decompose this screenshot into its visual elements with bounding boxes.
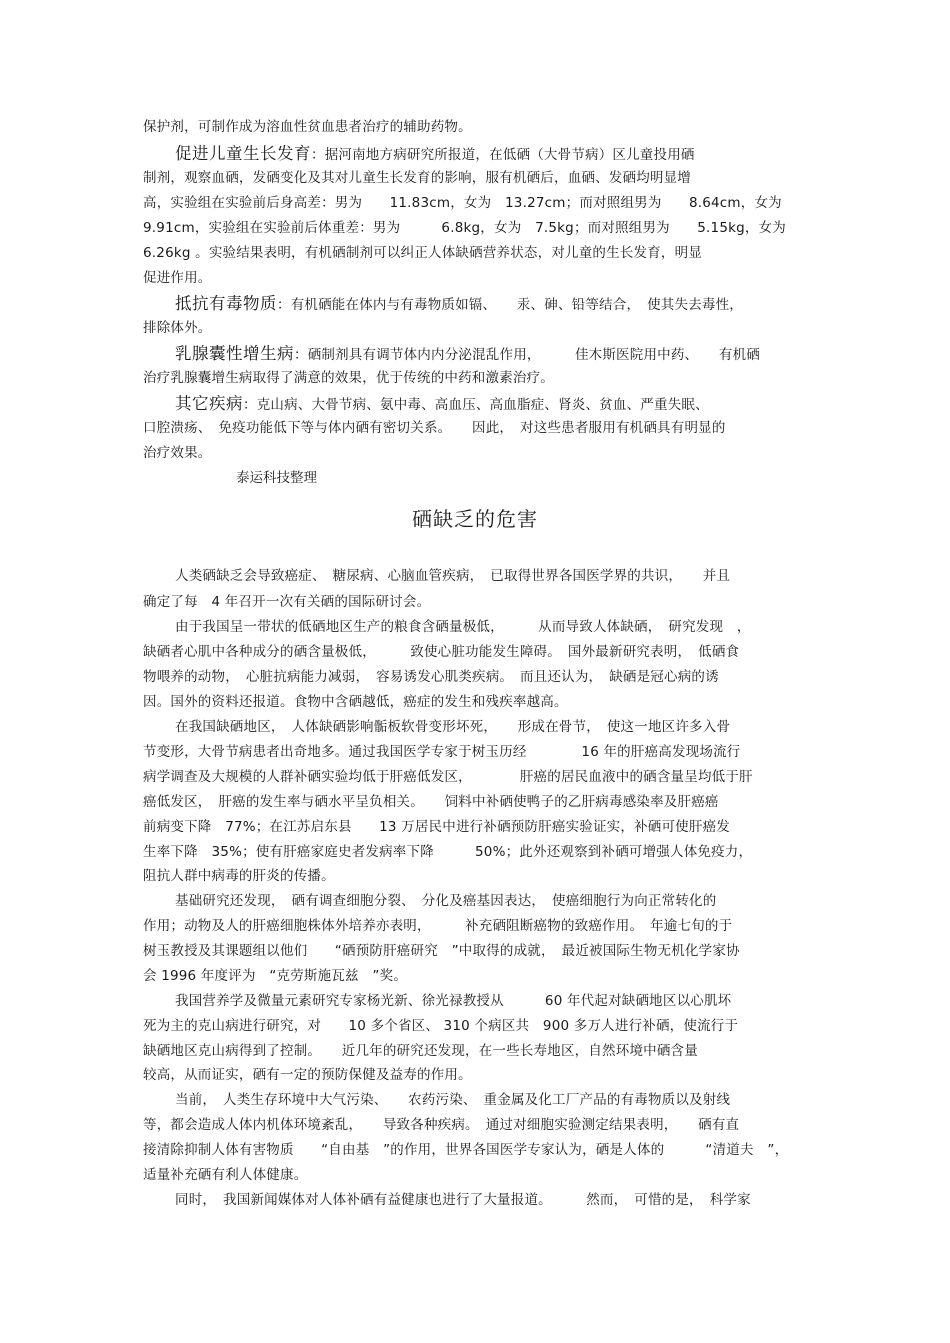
- paragraph-growth-first-line: [175, 144, 805, 165]
- text-line: 物喂养的动物， 心脏抗病能力减弱， 容易诱发心肌类疾病。 而且还认为， 缺硒是冠心病的诱: [143, 669, 719, 685]
- text-line: 同时， 我国新闻媒体对人体补硒有益健康也进行了大量报道。 然而， 可惜的是， 科学家: [175, 1192, 751, 1208]
- text-line: 排除体外。: [143, 320, 212, 336]
- text-line: 癌低发区， 肝癌的发生率与硒水平呈负相关。 饲料中补硒使鸭子的乙肝病毒感染率及肝癌癌: [143, 794, 719, 810]
- heading-growth: 促进儿童生长发育: [175, 144, 311, 163]
- text-line: 口腔溃疡、 免疫功能低下等与体内硒有密切关系。 因此， 对这些患者服用有机硒具有明显的: [143, 420, 726, 436]
- text-line: 会 1996 年度评为 “克劳斯施瓦兹 ”奖。: [143, 968, 408, 984]
- text-line: 由于我国呈一带状的低硒地区生产的粮食含硒量极低， 从而导致人体缺硒， 研究发现 ，: [175, 619, 751, 635]
- text-line: 节变形，大骨节病患者出奇地多。通过我国医学专家于树玉历经 16 年的肝癌高发现场流行: [143, 744, 741, 760]
- text-line: 病学调查及大规模的人群补硒实验均低于肝癌低发区， 肝癌的居民血液中的硒含量呈均低于肝: [143, 769, 753, 785]
- text-line: 缺硒者心肌中各种成分的硒含量极低， 致使心脏功能发生障碍。 国外最新研究表明， 低硒食: [143, 644, 740, 660]
- text-line: 确定了每 4 年召开一次有关硒的国际研讨会。: [143, 594, 431, 610]
- paragraph-breast-first-line: [175, 344, 805, 365]
- heading-breast: 乳腺囊性增生病: [175, 344, 294, 363]
- text-line: 我国营养学及微量元素研究专家杨光新、徐光禄教授从 60 年代起对缺硒地区以心肌坏: [175, 993, 732, 1009]
- text-line: 死为主的克山病进行研究，对 10 多个省区、 310 个病区共 900 多万人进行补硒，使流行于: [143, 1018, 739, 1034]
- heading-toxic: 抵抗有毒物质: [175, 294, 277, 313]
- text-line: ：克山病、大骨节病、氨中毒、高血压、高血脂症、肾炎、贫血、严重失眠、: [243, 397, 709, 413]
- text-line: 等，都会造成人体内机体环境紊乱， 导致各种疾病。 通过对细胞实验测定结果表明， 硒有直: [143, 1117, 740, 1133]
- text-line: 制剂，观察血硒，发硒变化及其对儿童生长发育的影响，服有机硒后，血硒、发硒均明显增: [143, 170, 691, 186]
- text-line: 当前， 人类生存环境中大气污染、 农药污染、 重金属及化工厂产品的有毒物质以及射线: [175, 1092, 731, 1108]
- text-line: 保护剂，可制作成为溶血性贫血患者治疗的辅助药物。: [143, 119, 472, 135]
- paragraph-toxic-first-line: [175, 294, 805, 315]
- article-title: 硒缺乏的危害: [412, 507, 538, 531]
- text-line: ：据河南地方病研究所报道，在低硒（大骨节病）区儿童投用硒: [311, 147, 695, 163]
- text-line: 基础研究还发现， 硒有调查细胞分裂、 分化及癌基因表达， 使癌细胞行为向正常转化的: [175, 893, 717, 909]
- text-line: 促进作用。: [143, 270, 212, 286]
- text-line: ：有机硒能在体内与有毒物质如镉、 汞、砷、铅等结合， 使其失去毒性，: [277, 297, 743, 313]
- text-line: 治疗效果。: [143, 445, 212, 461]
- text-line: 因。国外的资料还报道。食物中含硒越低，癌症的发生和残疾率越高。: [143, 694, 568, 710]
- paragraph-other-first-line: [175, 394, 805, 415]
- text-line: 人类硒缺乏会导致癌症、 糖尿病、心脑血管疾病， 已取得世界各国医学界的共识， 并且: [175, 568, 731, 584]
- signature: 泰运科技整理: [236, 470, 317, 486]
- text-line: 治疗乳腺囊增生病取得了满意的效果，优于传统的中药和激素治疗。: [143, 370, 554, 386]
- text-line: 生率下降 35%；使有肝癌家庭史者发病率下降 50%；此外还观察到补硒可增强人体免疫力，: [143, 844, 753, 860]
- text-line: 高，实验组在实验前后身高差：男为 11.83cm，女为 13.27cm；而对照组男为 8.64cm，女为: [143, 195, 782, 211]
- text-line: 树玉教授及其课题组以他们 “硒预防肝癌研究 ”中取得的成就， 最近被国际生物无机化学家协: [143, 943, 740, 959]
- text-line: 较高，从而证实，硒有一定的预防保健及益寿的作用。: [143, 1067, 472, 1083]
- text-line: 前病变下降 77%；在江苏启东县 13 万居民中进行补硒预防肝癌实验证实，补硒可使肝癌发: [143, 819, 730, 835]
- text-line: 阻抗人群中病毒的肝炎的传播。: [143, 868, 335, 884]
- text-line: ：硒制剂具有调节体内内分泌混乱作用， 佳木斯医院用中药、 有机硒: [294, 347, 760, 363]
- text-line: 在我国缺硒地区， 人体缺硒影响骺板软骨变形坏死， 形成在骨节， 使这一地区许多入骨: [175, 719, 731, 735]
- text-line: 适量补充硒有利人体健康。: [143, 1167, 308, 1183]
- text-line: 9.91cm，实验组在实验前后体重差：男为 6.8kg，女为 7.5kg；而对照组男为 5.15kg，女为: [143, 220, 786, 236]
- text-line: 作用；动物及人的肝癌细胞株体外培养亦表明， 补充硒阻断癌物的致癌作用。 年逾七旬的于: [143, 918, 733, 934]
- text-line: 缺硒地区克山病得到了控制。 近几年的研究还发现，在一些长寿地区，自然环境中硒含量: [143, 1043, 698, 1059]
- text-line: 接清除抑制人体有害物质 “自由基 ”的作用，世界各国医学专家认为，硒是人体的 “清道夫 ”，: [143, 1142, 789, 1158]
- heading-other: 其它疾病: [175, 394, 243, 413]
- text-line: 6.26kg 。实验结果表明，有机硒制剂可以纠正人体缺硒营养状态，对儿童的生长发育，明显: [143, 245, 703, 261]
